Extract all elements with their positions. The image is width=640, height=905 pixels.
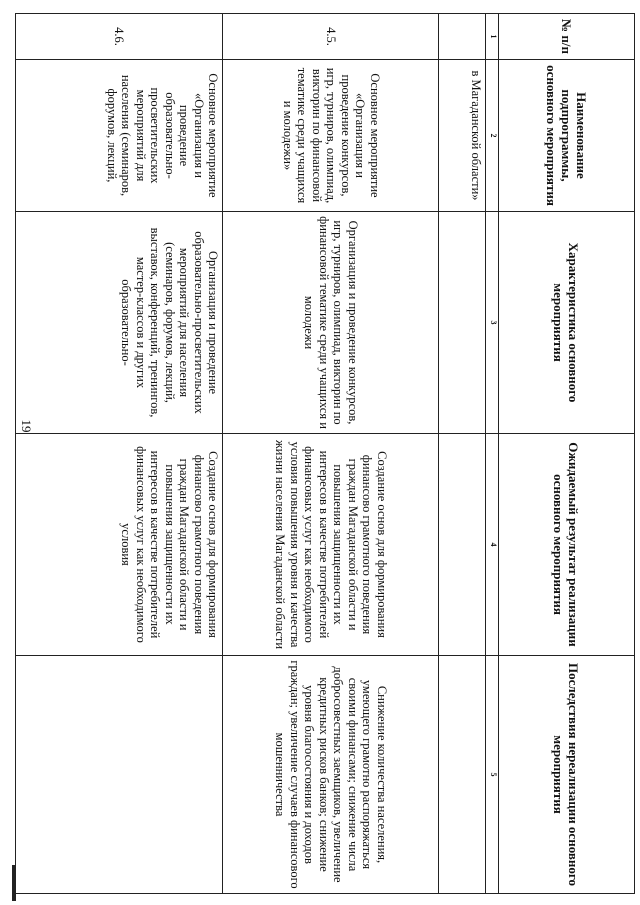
row-name: в Магаданской области» <box>439 60 485 212</box>
header-description: Характеристика основного мероприятия <box>498 212 634 434</box>
row-num: 4.6. <box>16 14 223 60</box>
header-num: № п/п <box>498 14 634 60</box>
scan-edge-mark <box>12 865 16 901</box>
row-name: Основное мероприятие «Организация и проведение конкурсов, игр, турниров, олимпиад, викторин по финансовой тематике среди учащихся и молодежи» <box>223 60 439 212</box>
row-consequences <box>439 656 485 894</box>
column-number: 4 <box>485 434 498 656</box>
table-row-continuation <box>439 14 485 894</box>
measures-table <box>15 13 635 894</box>
column-numbers-row <box>485 14 498 894</box>
row-description: Организация и проведение конкурсов, игр, турниров, олимпиад, викторин по финансовой тематике среди учащихся и молодежи <box>223 212 439 434</box>
column-number: 5 <box>485 656 498 894</box>
row-name: Основное мероприятие «Организация и проведение образовательно-просветительских мероприятий для населения (семинаров, форумов, лекций, <box>16 60 223 212</box>
column-number: 1 <box>485 14 498 60</box>
row-description <box>439 212 485 434</box>
column-number: 2 <box>485 60 498 212</box>
row-result: Создание основ для формирования финансово грамотного поведения граждан Магаданской области и повышения защищенности их интересов в качестве потребителей финансовых услуг как необходимого условия повышения уровня и качества жизни населения Магаданской области <box>223 434 439 656</box>
row-result: Создание основ для формирования финансово грамотного поведения граждан Магаданской области и повышения защищенности их интересов в качестве потребителей финансовых услуг как необходимого условия <box>16 434 223 656</box>
column-number: 3 <box>485 212 498 434</box>
page-number: 19 <box>19 419 34 433</box>
header-result: Ожидаемый результат реализации основного мероприятия <box>498 434 634 656</box>
row-consequences <box>16 656 223 894</box>
rotated-table-container <box>15 13 635 893</box>
row-num: 4.5. <box>223 14 439 60</box>
row-description: Организация и проведение образовательно-просветительских мероприятий для населения (семинаров, форумов, лекций, выставок, конференций, тренингов, мастер-классов и других образовательно- <box>16 212 223 434</box>
header-row <box>498 14 634 894</box>
row-result <box>439 434 485 656</box>
header-consequences: Последствия нереализации основного мероприятия <box>498 656 634 894</box>
header-name: Наименование подпрограммы, основного мероприятия <box>498 60 634 212</box>
table-row-4-5 <box>223 14 439 894</box>
table-row-4-6 <box>16 14 223 894</box>
row-consequences: Снижение количества населения, умеющего грамотно распоряжаться своими финансами; снижение числа добросовестных заемщиков, увеличение кредитных рисков банков; снижение уровня благосостояния и доходов граждан; увеличение случаев финансового мошенничества <box>223 656 439 894</box>
row-num <box>439 14 485 60</box>
